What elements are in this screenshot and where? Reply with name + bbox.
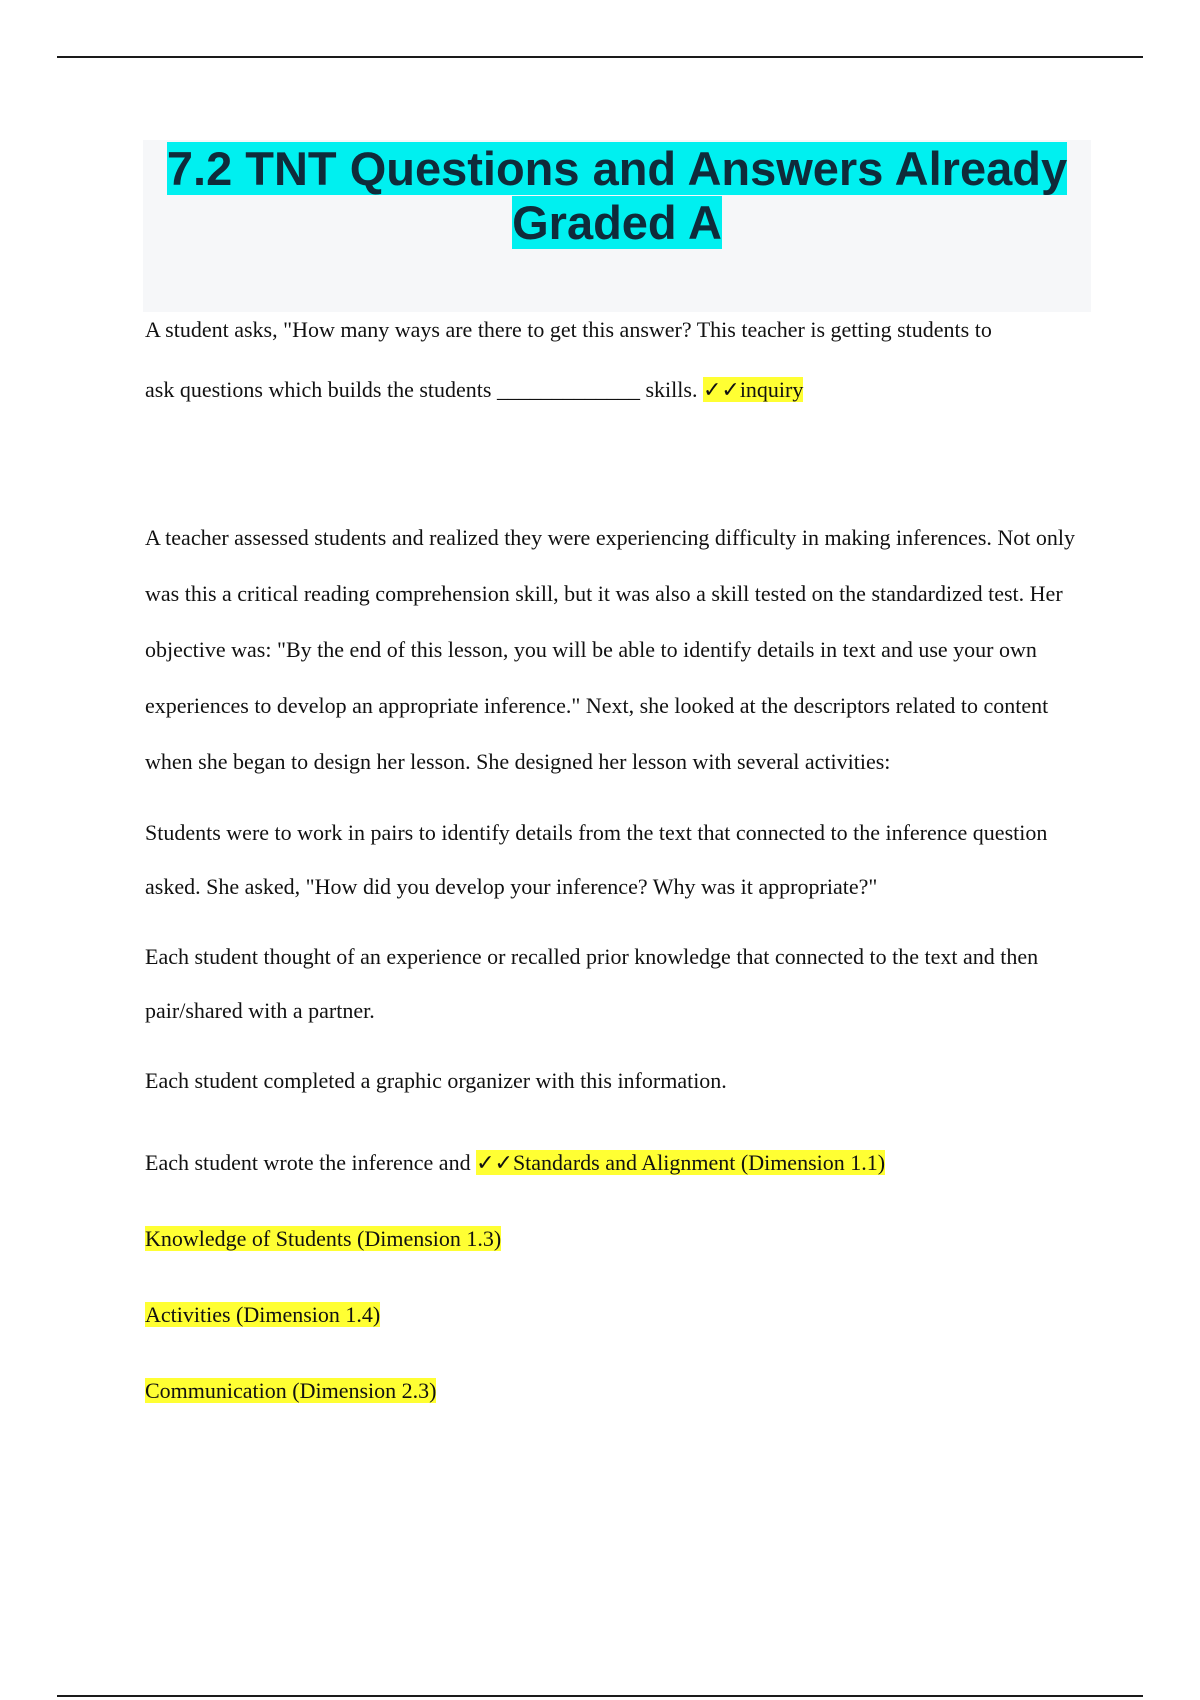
title-text: 7.2 TNT Questions and Answers Already Graded A bbox=[166, 142, 1068, 249]
question-1 bbox=[145, 300, 1085, 420]
question-2-activity-4 bbox=[145, 1148, 1085, 1178]
question-1-line-1: A student asks, "How many ways are there to get this answer? This teacher is getting students to bbox=[145, 317, 992, 342]
question-1-answer: ✓✓inquiry bbox=[702, 377, 804, 402]
document-body bbox=[145, 300, 1085, 1406]
answer-line-2 bbox=[145, 1224, 1085, 1254]
header-rule bbox=[57, 56, 1143, 58]
answer-line-4 bbox=[145, 1376, 1085, 1406]
question-1-prompt: ask questions which builds the students _____________ skills. bbox=[145, 377, 698, 402]
answer-activities: Activities (Dimension 1.4) bbox=[145, 1302, 381, 1327]
question-2-answer-block bbox=[145, 1148, 1085, 1406]
question-2-activity-2: Each student thought of an experience or recalled prior knowledge that connected to the text and then pair/shared with a partner. bbox=[145, 944, 1039, 1023]
question-2-scenario: A teacher assessed students and realized they were experiencing difficulty in making inferences. Not only was this a critical reading comprehension skill, but it was also a skill tested on the standardized test. Her objective was: "By the end of this lesson, you will be able to identify details in text and use your own experiences to develop an appropriate inference." Next, she looked at the descriptors related to content when she began to design her lesson. She designed her lesson with several activities: bbox=[145, 525, 1075, 774]
footer-rule bbox=[57, 1695, 1143, 1697]
question-1-line-2 bbox=[145, 360, 1085, 420]
activity-4-text: Each student wrote the inference and bbox=[145, 1150, 471, 1175]
answer-standards-alignment: ✓✓Standards and Alignment (Dimension 1.1) bbox=[476, 1150, 886, 1175]
question-2 bbox=[145, 510, 1085, 1108]
question-2-activity-3: Each student completed a graphic organizer with this information. bbox=[145, 1068, 727, 1093]
document-title bbox=[143, 142, 1091, 250]
answer-communication: Communication (Dimension 2.3) bbox=[145, 1378, 437, 1403]
answer-line-3 bbox=[145, 1300, 1085, 1330]
question-2-activity-1: Students were to work in pairs to identify details from the text that connected to the inference question asked. She asked, "How did you develop your inference? Why was it appropriate?" bbox=[145, 820, 1048, 899]
answer-knowledge-of-students: Knowledge of Students (Dimension 1.3) bbox=[145, 1226, 502, 1251]
